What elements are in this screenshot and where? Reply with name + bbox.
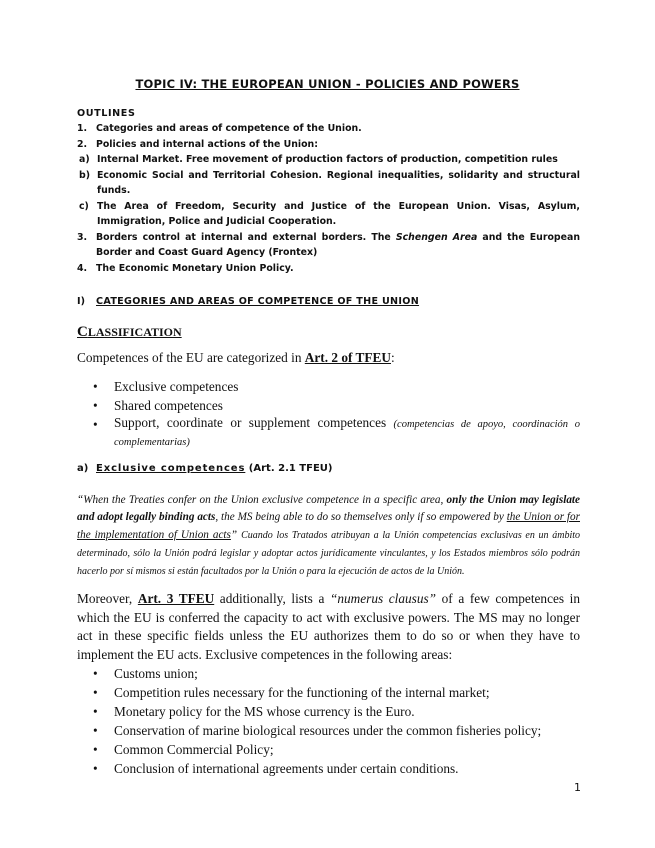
list-item: • Shared competences: [93, 398, 223, 413]
section-heading-categories: I) CATEGORIES AND AREAS OF COMPETENCE OF THE UNION: [77, 296, 420, 307]
tfeu-art3-ref: Art. 3 TFEU: [137, 591, 215, 606]
list-item: • Customs union;: [93, 666, 198, 681]
outlines-heading: OUTLINES: [77, 108, 136, 119]
list-item: • Conclusion of international agreements under certain conditions.: [93, 761, 459, 776]
section-heading-exclusive: a) Exclusive competences (Art. 2.1 TFEU): [77, 463, 333, 474]
list-item: • Competition rules necessary for the functioning of the internal market;: [93, 685, 490, 700]
outline-item: 1. Categories and areas of competence of the Union.: [77, 123, 362, 134]
exclusive-areas-list: [93, 664, 580, 778]
competences-intro: Competences of the EU are categorized in Art. 2 of TFEU:: [77, 350, 395, 365]
moreover-paragraph: Moreover, Art. 3 TFEU additionally, lists a “numerus clausus” of a few competences in which the EU is conferred the capacity to act with exclusive powers. The MS may no longer act in these specific fields unless the EU authorizes them to do so or when they have to implement the EU acts. Exclusive competences in the following areas:: [77, 591, 581, 663]
outline-list: [77, 121, 580, 276]
outline-item: a) Internal Market. Free movement of production factors of production, competition rules: [79, 154, 558, 165]
competence-types-list: [93, 377, 580, 451]
outline-item: b) Economic Social and Territorial Cohesion. Regional inequalities, solidarity and structural funds.: [79, 169, 580, 196]
outline-item: 3. Borders control at internal and external borders. The Schengen Area and the European Border and Coast Guard Agency (Frontex): [77, 231, 580, 258]
list-item: • Conservation of marine biological resources under the common fisheries policy;: [93, 723, 542, 738]
page-title: TOPIC IV: THE EUROPEAN UNION - POLICIES AND POWERS: [135, 77, 520, 91]
outline-item: 2. Policies and internal actions of the Union:: [77, 138, 318, 150]
classification-heading: CLASSIFICATION: [77, 324, 182, 340]
outline-item: 4. The Economic Monetary Union Policy.: [77, 262, 294, 274]
spanish-translation: Cuando los Tratados atribuyan a la Unión competencias exclusivas en un ámbito determinado, sólo la Unión podrá legislar y adoptar actos jurídicamente vinculantes, y los Estados miembros sólo podrán hacerlo por sí mismos si están facultados por la Unión o para la ejecución de actos de la Unión.: [77, 529, 580, 578]
outline-item: c) The Area of Freedom, Security and Justice of the European Union. Visas, Asylum, Immigration, Police and Judicial Cooperation.: [79, 200, 580, 227]
list-item: • Exclusive competences: [93, 379, 239, 394]
tfeu-art2-ref: Art. 2 of TFEU: [304, 350, 391, 365]
schengen-area-term: Schengen Area: [395, 231, 478, 243]
list-item: • Support, coordinate or supplement competences (competencias de apoyo, coordinación o complementarias): [93, 415, 580, 448]
treaty-quote: “When the Treaties confer on the Union exclusive competence in a specific area, only the Union may legislate and adopt legally binding acts, the MS being able to do so themselves only if so empowered by the Union or for the implementation of Union acts” Cuando los Tratados atribuyan a la Unión competencias exclusivas en un ámbito determinado, sólo la Unión podrá legislar y adoptar actos jurídicamente vinculantes, y los Estados miembros sólo podrán hacerlo por sí mismos si están facultados por la Unión o para la ejecución de actos de la Unión.: [77, 494, 581, 578]
list-item: • Common Commercial Policy;: [93, 742, 274, 757]
list-item: • Monetary policy for the MS whose currency is the Euro.: [93, 704, 415, 719]
page-number: 1: [574, 781, 581, 794]
